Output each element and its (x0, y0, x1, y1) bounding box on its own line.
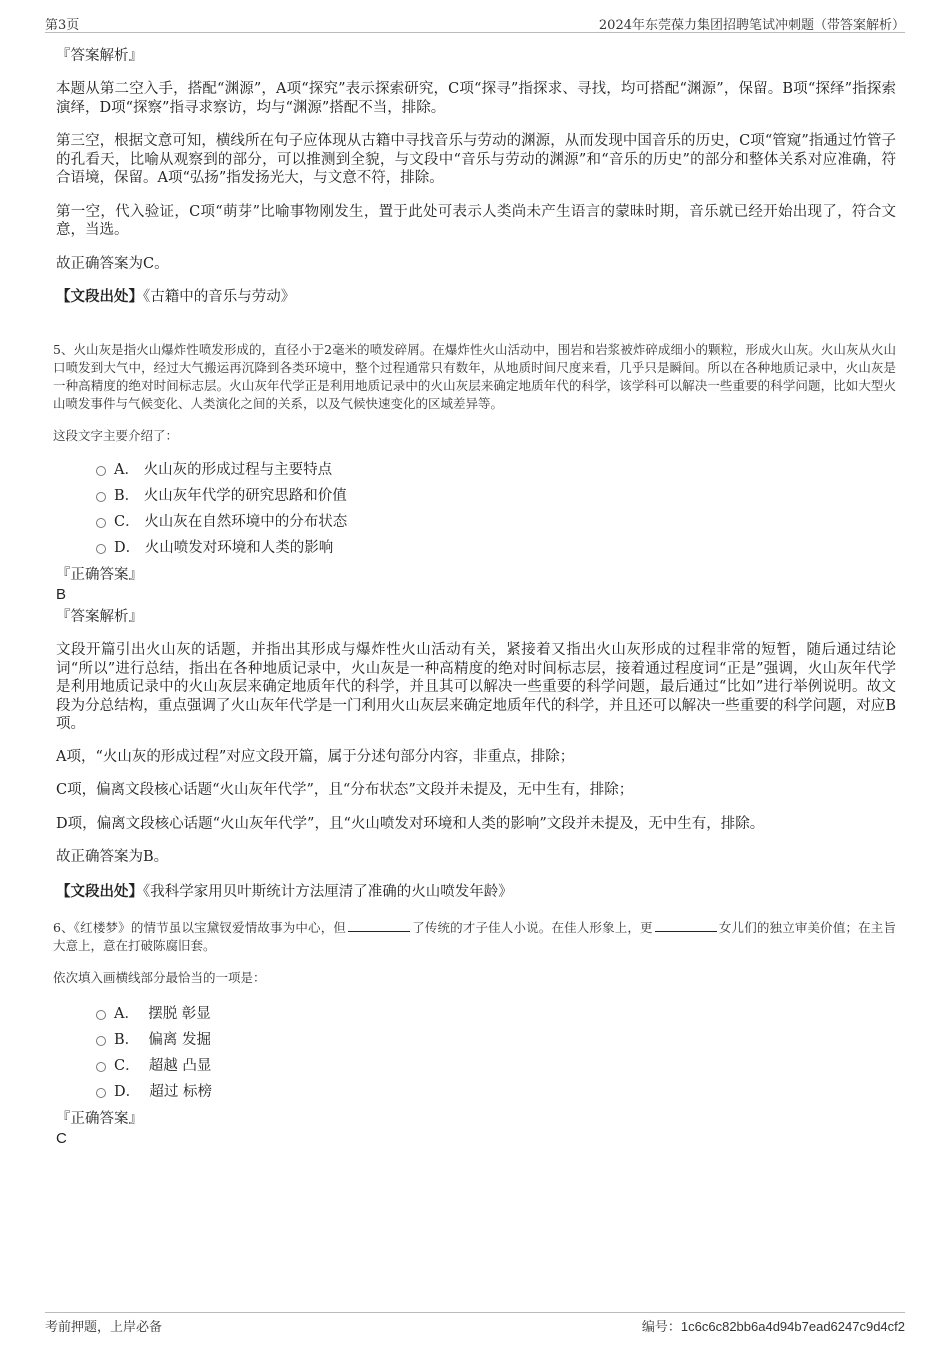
analysis-paragraph: A项，“火山灰的形成过程”对应文段开篇，属于分述句部分内容，非重点，排除； (56, 748, 575, 765)
radio-button[interactable] (96, 1036, 106, 1046)
source-title: 《古籍中的音乐与劳动》 (143, 289, 296, 305)
analysis-paragraph: D项，偏离文段核心话题“火山灰年代学”，且“火山喷发对环境和人类的影响”文段并未提及，无中生有，排除。 (56, 815, 765, 832)
option-c[interactable]: C． 超越 凸显 (56, 1053, 896, 1079)
option-c[interactable]: C． 火山灰在自然环境中的分布状态 (56, 509, 896, 535)
analysis-label: 『答案解析』 (56, 48, 143, 64)
page-footer (45, 1312, 905, 1335)
radio-button[interactable] (96, 1088, 106, 1098)
source-citation (56, 287, 896, 307)
correct-answer: B (56, 586, 67, 603)
option-a[interactable]: A． 火山灰的形成过程与主要特点 (56, 457, 896, 483)
question-5 (53, 341, 896, 902)
fill-blank (348, 918, 410, 932)
document-code: 编号：1c6c6c82bb6a4d94b7ead6247c9d4cf2 (641, 1319, 905, 1335)
footer-slogan: 考前押题，上岸必备 (45, 1320, 163, 1335)
page-number: 第3页 (45, 18, 80, 33)
correct-answer-label: 『正确答案』 (56, 567, 143, 583)
question-stem: 5、火山灰是指火山爆炸性喷发形成的，直径小于2毫米的喷发碎屑。在爆炸性火山活动中，围岩和岩浆被炸碎成细小的颗粒，形成火山灰。火山灰从火山口喷发到大气中，经过大气搬运再沉降到各类环境中，整个过程通常只有数年，从地质时间尺度来看，几乎只是瞬间。所以在各种地质记录中，火山灰是一种高精度的绝对时间标志层。火山灰年代学正是利用地质记录中的火山灰层来确定地质年代的科学，该学科可以解决一些重要的科学问题，比如大型火山喷发事件与气候变化、人类演化之间的关系，以及气候快速变化的区域差异等。 (53, 342, 896, 411)
analysis-paragraph: 文段开篇引出火山灰的话题，并指出其形成与爆炸性火山活动有关，紧接着又指出火山灰形成的过程非常的短暂，随后通过结论词“所以”进行总结，指出在各种地质记录中，火山灰是一种高精度的绝对时间标志层，接着通过程度词“正是”强调，火山灰年代学是利用地质记录中的火山灰层来确定地质年代的科学，并且其可以解决一些重要的科学问题，最后通过“比如”进行举例说明。故文段为分总结构，重点强调了火山灰年代学是一门利用火山灰层来确定地质年代的科学，并且还可以解决一些重要的科学问题，对应B项。 (56, 642, 896, 732)
radio-button[interactable] (96, 544, 106, 554)
analysis-conclusion: 故正确答案为B。 (56, 849, 169, 865)
option-b[interactable]: B． 偏离 发掘 (56, 1027, 896, 1053)
question-prompt: 依次填入画横线部分最恰当的一项是： (53, 969, 266, 985)
document-title: 2024年东莞葆力集团招聘笔试冲刺题（带答案解析） (598, 18, 905, 33)
radio-button[interactable] (96, 1062, 106, 1072)
page-header (45, 12, 905, 33)
analysis-paragraph: 第一空，代入验证，C项“萌芽”比喻事物刚发生，置于此处可表示人类尚未产生语言的蒙昧时期，音乐就已经开始出现了，符合文意，当选。 (56, 203, 896, 238)
analysis-paragraph: 本题从第二空入手，搭配“渊源”，A项“探究”表示探索研究，C项“探寻”指探求、寻找，均可搭配“渊源”，保留。B项“探绎”指探索演绎，D项“探察”指寻求察访，均与“渊源”搭配不当，排除。 (56, 81, 896, 116)
question-prompt: 这段文字主要介绍了： (53, 428, 179, 443)
radio-button[interactable] (96, 1010, 106, 1020)
radio-button[interactable] (96, 518, 106, 528)
radio-button[interactable] (96, 466, 106, 476)
analysis-label: 『答案解析』 (56, 609, 143, 625)
option-a[interactable]: A． 摆脱 彰显 (56, 1001, 896, 1027)
options-list (56, 1001, 896, 1105)
source-label: 【文段出处】 (56, 882, 143, 900)
option-d[interactable]: D． 超过 标榜 (56, 1079, 896, 1105)
options-list (56, 457, 896, 561)
source-title: 《我科学家用贝叶斯统计方法厘清了准确的火山喷发年龄》 (143, 883, 513, 900)
correct-answer-label: 『正确答案』 (56, 1110, 143, 1127)
question-6 (53, 918, 896, 1149)
option-d[interactable]: D． 火山喷发对环境和人类的影响 (56, 535, 896, 561)
analysis-paragraph: C项，偏离文段核心话题“火山灰年代学”，且“分布状态”文段并未提及，无中生有，排除； (56, 782, 634, 798)
option-b[interactable]: B． 火山灰年代学的研究思路和价值 (56, 483, 896, 509)
q4-analysis-section (56, 46, 896, 307)
question-stem: 6、《红楼梦》的情节虽以宝黛钗爱情故事为中心，但 了传统的才子佳人小说。在佳人形象上，更 女儿们的独立审美价值；在主旨大意上，意在打破陈腐旧套。 (53, 919, 896, 953)
radio-button[interactable] (96, 492, 106, 502)
analysis-paragraph: 第三空，根据文意可知，横线所在句子应体现从古籍中寻找音乐与劳动的渊源，从而发现中国音乐的历史，C项“管窥”指通过竹管子的孔看天，比喻从观察到的部分，可以推测到全貌，与文段中“音乐与劳动的渊源”和“音乐的历史”的部分和整体关系对应准确，符合语境，保留。A项“弘扬”指发扬光大，与文意不符，排除。 (56, 133, 896, 186)
source-label: 【文段出处】 (56, 288, 143, 305)
analysis-conclusion: 故正确答案为C。 (56, 255, 169, 272)
main-content (53, 46, 896, 1149)
source-citation (56, 882, 896, 902)
fill-blank (655, 918, 717, 932)
correct-answer: C (56, 1129, 67, 1147)
